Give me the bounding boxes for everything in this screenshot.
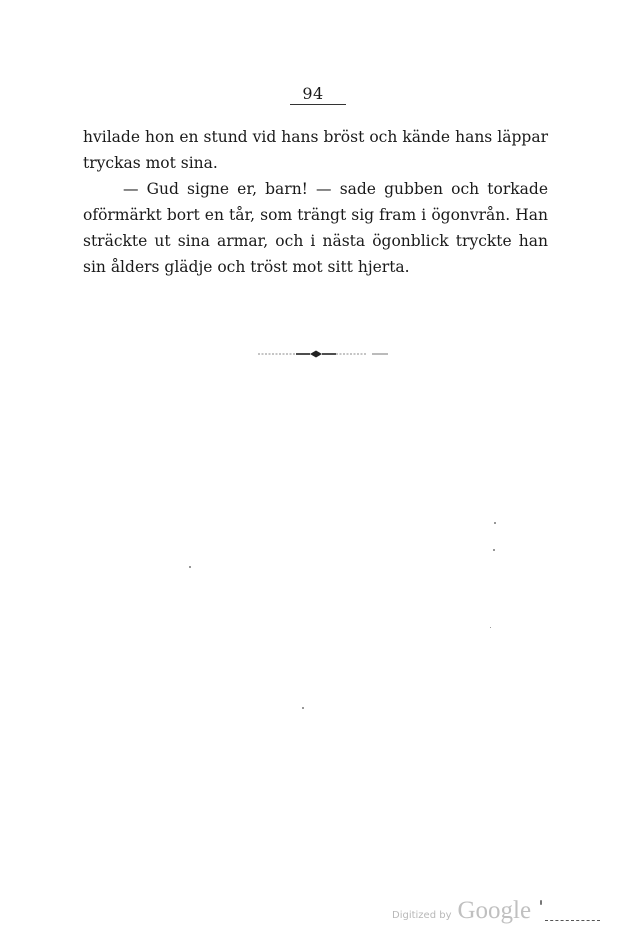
digitized-label: Digitized by <box>392 910 452 921</box>
paper-speck <box>189 566 191 568</box>
section-divider-ornament <box>258 346 388 360</box>
digitized-watermark <box>392 897 531 925</box>
paper-speck <box>540 900 542 905</box>
paper-speck <box>490 627 491 628</box>
page-number-rule <box>290 104 346 105</box>
paper-speck <box>493 549 495 551</box>
page-number: 94 <box>302 84 324 103</box>
paragraph-1: hvilade hon en stund vid hans bröst och kände hans läppar tryckas mot sina. <box>83 128 548 172</box>
paper-speck <box>302 707 304 709</box>
google-logo-text: Google <box>457 897 532 924</box>
paper-speck <box>494 522 496 524</box>
footer-dashed-line <box>545 920 600 922</box>
body-text <box>83 124 548 280</box>
paragraph-2: — Gud signe er, barn! — sade gubben och torkade oförmärkt bort en tår, som trängt sig fram i ögonvrån. Han sträckte ut sina armar, och i nästa ögonblick tryckte han sin ålders glädje och tröst mot sitt hjerta. <box>83 180 548 276</box>
